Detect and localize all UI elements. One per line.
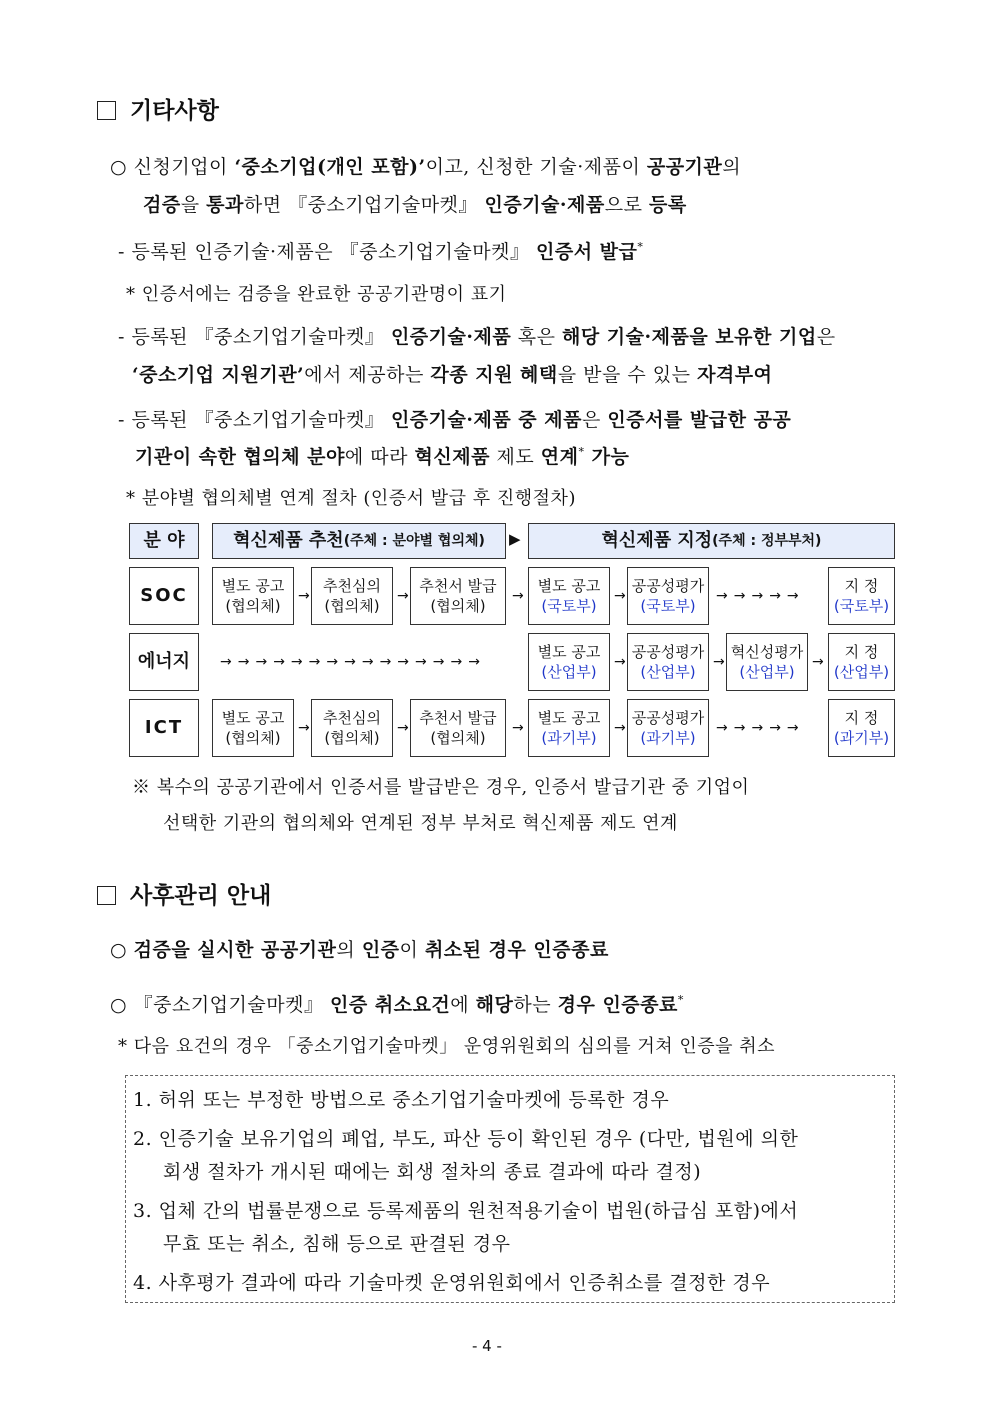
arrow-right-icon: → [614, 720, 626, 736]
remark-line-2: 선택한 기관의 협의체와 연계된 정부 부처로 혁신제품 제도 연계 [163, 813, 678, 834]
arrow-right-icon: → [812, 654, 824, 670]
energy-step-2: 공공성평가 (산업부) [627, 633, 709, 691]
energy-step-1: 별도 공고 (산업부) [528, 633, 610, 691]
after-note-1: * 다음 요건의 경우 「중소기업기술마켓」 운영위원회의 심의를 거쳐 인증을 취소 [118, 1036, 776, 1057]
checkbox-square-icon [97, 886, 116, 905]
ict-step-3: 추천서 발급 (협의체) [410, 699, 506, 757]
arrow-right-icon: → [713, 654, 725, 670]
energy-step-3: 혁신성평가 (산업부) [726, 633, 808, 691]
condition-item-3-cont: 무효 또는 취소, 침해 등으로 판결된 경우 [163, 1233, 511, 1255]
page-number: - 4 - [472, 1337, 502, 1355]
soc-step-2: 추천심의 (협의체) [311, 567, 393, 625]
section-title-text: 기타사항 [130, 98, 219, 124]
row-label-ict: ICT [129, 699, 199, 757]
etc-dash-3-line2: 기관이 속한 협의체 분야에 따라 혁신제품 제도 연계* 가능 [135, 445, 630, 468]
remark-line-1: ※ 복수의 공공기관에서 인증서를 발급받은 경우, 인증서 발급기관 중 기업이 [132, 777, 750, 798]
header-recommend: 혁신제품 추천 (주체 : 분야별 협의체) [212, 523, 506, 559]
checkbox-square-icon [97, 101, 116, 120]
arrow-right-icon: → [512, 720, 524, 736]
arrow-right-icon: → [614, 588, 626, 604]
section-title-after [97, 877, 271, 910]
etc-dash-1: - 등록된 인증기술·제품은 『중소기업기술마켓』 인증서 발급* [118, 240, 644, 263]
ict-step-2: 추천심의 (협의체) [311, 699, 393, 757]
arrow-sequence-icon: →→→→→→→→→→→→→→→ [220, 654, 486, 670]
arrow-right-icon: → [298, 588, 310, 604]
row-label-energy: 에너지 [129, 633, 199, 691]
after-paragraph-2: ○ 『중소기업기술마켓』 인증 취소요건에 해당하는 경우 인증종료* [110, 993, 684, 1016]
section-title-text: 사후관리 안내 [130, 883, 272, 909]
etc-paragraph-1-line1: ○ 신청기업이 ‘중소기업(개인 포함)’이고, 신청한 기술·제품이 공공기관의 [110, 156, 742, 178]
soc-step-1: 별도 공고 (협의체) [212, 567, 294, 625]
arrow-right-icon: → [512, 588, 524, 604]
etc-paragraph-1-line2: 검증을 통과하면 『중소기업기술마켓』 인증기술·제품으로 등록 [143, 194, 687, 216]
energy-step-4: 지 정 (산업부) [828, 633, 895, 691]
header-designate: 혁신제품 지정 (주체 : 정부부처) [528, 523, 895, 559]
etc-dash-3-line1: - 등록된 『중소기업기술마켓』 인증기술·제품 중 제품은 인증서를 발급한 공공 [118, 409, 792, 431]
arrow-right-icon: → [397, 720, 409, 736]
condition-item-2: 2. 인증기술 보유기업의 폐업, 부도, 파산 등이 확인된 경우 (다만, 법원에 의한 [133, 1128, 799, 1150]
etc-note-1: * 인증서에는 검증을 완료한 공공기관명이 표기 [126, 284, 507, 305]
condition-item-3: 3. 업체 간의 법률분쟁으로 등록제품의 원천적용기술이 법원(하급심 포함)에서 [133, 1200, 799, 1222]
etc-dash-2-line1: - 등록된 『중소기업기술마켓』 인증기술·제품 혹은 해당 기술·제품을 보유한 기업은 [118, 326, 836, 348]
after-paragraph-1: ○ 검증을 실시한 공공기관의 인증이 취소된 경우 인증종료 [110, 939, 609, 961]
soc-step-5: 공공성평가 (국토부) [627, 567, 709, 625]
ict-step-4: 별도 공고 (과기부) [528, 699, 610, 757]
header-field: 분 야 [129, 523, 199, 559]
arrow-right-icon: → [397, 588, 409, 604]
soc-step-3: 추천서 발급 (협의체) [410, 567, 506, 625]
arrow-sequence-icon: →→→→→ [716, 588, 805, 604]
ict-step-1: 별도 공고 (협의체) [212, 699, 294, 757]
soc-step-4: 별도 공고 (국토부) [528, 567, 610, 625]
condition-item-4: 4. 사후평가 결과에 따라 기술마켓 운영위원회에서 인증취소를 결정한 경우 [133, 1272, 771, 1294]
ict-step-6: 지 정 (과기부) [828, 699, 895, 757]
etc-note-2: * 분야별 협의체별 연계 절차 (인증서 발급 후 진행절차) [126, 488, 576, 509]
play-arrow-icon: ▶ [509, 530, 521, 548]
condition-item-2-cont: 회생 절차가 개시된 때에는 회생 절차의 종료 결과에 따라 결정) [163, 1161, 702, 1183]
arrow-right-icon: → [614, 654, 626, 670]
ict-step-5: 공공성평가 (과기부) [627, 699, 709, 757]
etc-dash-2-line2: ‘중소기업 지원기관’에서 제공하는 각종 지원 혜택을 받을 수 있는 자격부여 [132, 364, 773, 386]
row-label-soc: SOC [129, 567, 199, 625]
soc-step-6: 지 정 (국토부) [828, 567, 895, 625]
arrow-right-icon: → [298, 720, 310, 736]
arrow-sequence-icon: →→→→→ [716, 720, 805, 736]
condition-item-1: 1. 허위 또는 부정한 방법으로 중소기업기술마켓에 등록한 경우 [133, 1089, 670, 1111]
section-title-etc [97, 92, 219, 125]
